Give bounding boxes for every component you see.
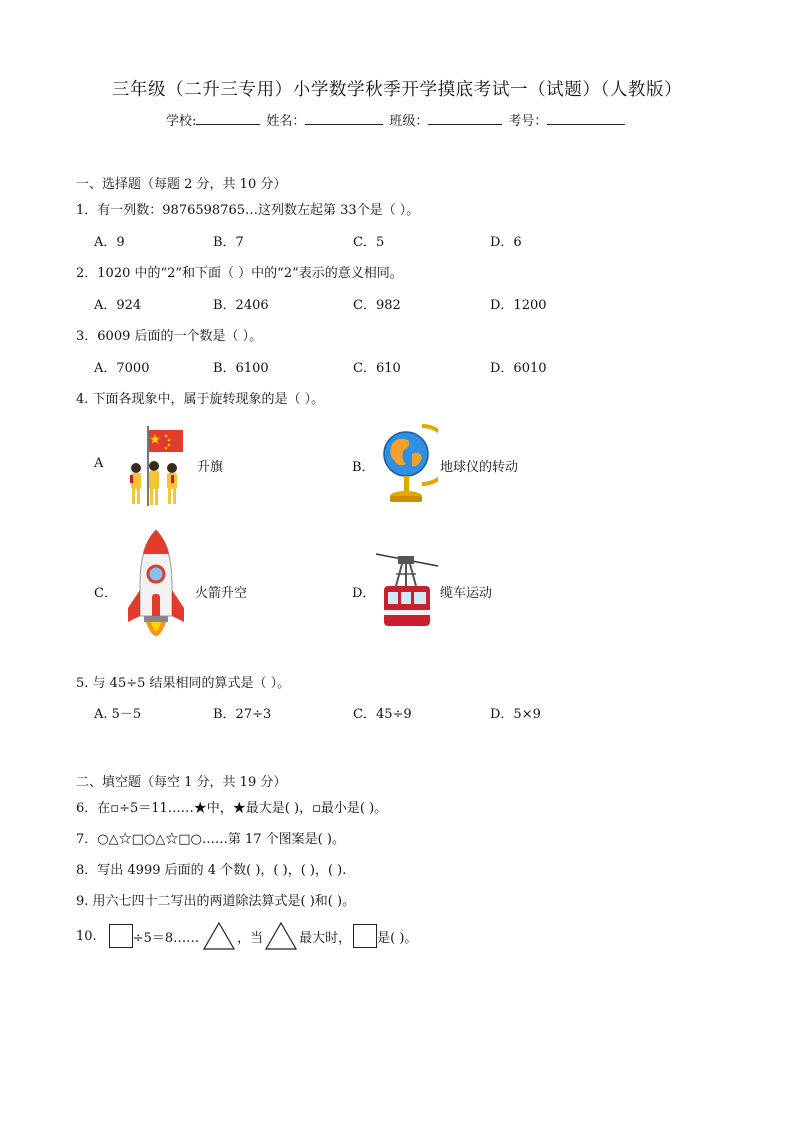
q5-option-b[interactable]: B．27÷3: [213, 707, 272, 722]
globe-illustration: [378, 418, 438, 508]
q10-part4: 是( )。: [377, 930, 418, 946]
q2-option-a[interactable]: A．924: [94, 298, 142, 313]
cable-car-illustration: [374, 550, 440, 630]
triangle-blank-icon: [203, 922, 235, 950]
question-8: 8．写出 4999 后面的 4 个数( )，( )，( )，( ).: [76, 863, 347, 878]
question-4: 4. 下面各现象中，属于旋转现象的是（ ）。: [76, 392, 325, 407]
q4-option-d-letter[interactable]: D．: [352, 586, 376, 601]
q1-option-d[interactable]: D．6: [490, 235, 522, 250]
name-label: 姓名：: [266, 114, 306, 129]
name-blank[interactable]: [305, 110, 383, 125]
class-blank[interactable]: [428, 110, 502, 125]
q4-option-a-caption: 升旗: [197, 460, 224, 475]
q4-option-a-letter[interactable]: A: [94, 456, 104, 471]
q1-option-c[interactable]: C．5: [353, 235, 385, 250]
q3-option-d[interactable]: D．6010: [490, 361, 547, 376]
question-2: 2．1020 中的“2”和下面（ ）中的“2”表示的意义相同。: [76, 266, 403, 281]
q4-option-b-caption: 地球仪的转动: [440, 460, 519, 475]
school-blank[interactable]: [196, 110, 260, 125]
question-5: 5. 与 45÷5 结果相同的算式是（ ）。: [76, 676, 291, 691]
q2-option-d[interactable]: D．1200: [490, 298, 547, 313]
question-3: 3．6009 后面的一个数是（ ）。: [76, 329, 263, 344]
q1-option-b[interactable]: B．7: [213, 235, 244, 250]
q4-option-d-caption: 缆车运动: [440, 586, 493, 601]
class-label: 班级：: [389, 114, 429, 129]
square-blank-icon: [353, 924, 377, 948]
question-6: 6．在▫÷5＝11……★中，★最大是( )，▫最小是( )。: [76, 801, 388, 816]
number-label: 考号：: [508, 114, 548, 129]
q4-option-c-caption: 火箭升空: [195, 586, 248, 601]
school-label: 学校:: [166, 114, 197, 129]
triangle-blank-icon: [265, 922, 297, 950]
number-blank[interactable]: [547, 110, 625, 125]
q10-part3: 最大时，: [299, 930, 352, 946]
question-9: 9. 用六七四十二写出的两道除法算式是( )和( )。: [76, 894, 356, 909]
q2-option-c[interactable]: C．982: [353, 298, 401, 313]
q2-option-b[interactable]: B．2406: [213, 298, 269, 313]
q4-option-c-letter[interactable]: C．: [94, 586, 117, 601]
q10-part1: ÷5＝8……: [132, 930, 200, 946]
q1-option-a[interactable]: A．9: [94, 235, 125, 250]
q5-option-c[interactable]: C．45÷9: [353, 707, 412, 722]
q3-option-b[interactable]: B．6100: [213, 361, 269, 376]
section-2-heading: 二、填空题（每空 1 分，共 19 分）: [76, 775, 287, 790]
rocket-illustration: [124, 528, 188, 650]
q3-option-c[interactable]: C．610: [353, 361, 401, 376]
square-blank-icon: [109, 924, 133, 948]
question-1: 1．有一列数：9876598765…这列数左起第 33个是（ ）。: [76, 203, 420, 218]
q10-number: 10.: [76, 928, 97, 944]
q3-option-a[interactable]: A．7000: [94, 361, 150, 376]
student-info-line: [166, 110, 631, 129]
question-7: 7．○△☆□○△☆□○……第 17 个图案是( )。: [76, 832, 345, 847]
question-10: [76, 921, 417, 951]
page-title: 三年级（二升三专用）小学数学秋季开学摸底考试一（试题）（人教版）: [111, 80, 683, 100]
q5-option-a[interactable]: A. 5－5: [94, 707, 142, 722]
section-1-heading: 一、选择题（每题 2 分，共 10 分）: [76, 177, 287, 192]
q5-option-d[interactable]: D．5×9: [490, 707, 541, 722]
flag-raising-illustration: [124, 422, 188, 510]
q4-option-b-letter[interactable]: B．: [352, 460, 375, 475]
q10-part2: ，当: [237, 930, 264, 946]
